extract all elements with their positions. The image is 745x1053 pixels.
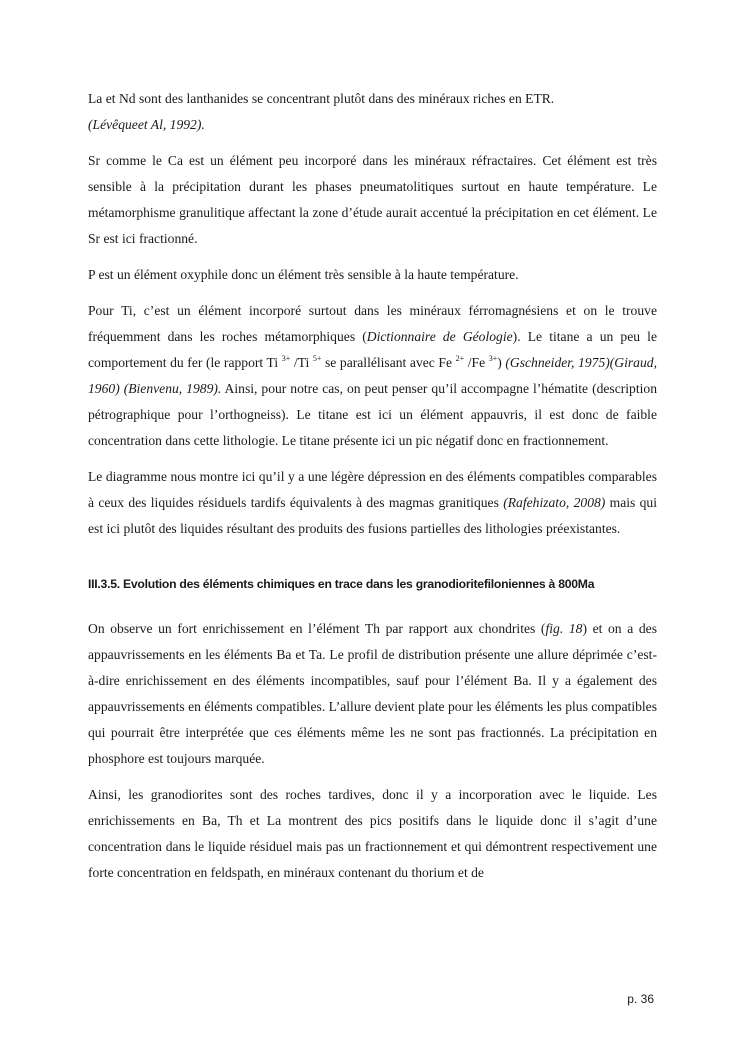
paragraph-th: On observe un fort enrichissement en l’élément Th par rapport aux chondrites (fig. 18) et on a des appauvrissements en les éléments Ba et Ta. Le profil de distribution présente une allure déprimée c’est-à-dire enrichissement en des éléments incompatibles, sauf pour l’élément Ba. Il y a également des appauvrissements en éléments compatibles. L’allure devient plate pour les éléments les plus compatibles qui pourrait être interprétée que ces éléments même les ne sont pas fractionnés. La précipitation en phosphore est toujours marquée.: [88, 621, 657, 766]
page-number: p. 36: [627, 992, 654, 1006]
citation: (Lévêqueet Al, 1992).: [88, 117, 205, 132]
citation: (Rafehizato, 2008): [503, 495, 606, 510]
paragraph-text: La et Nd sont des lanthanides se concentrant plutôt dans des minéraux riches en ETR.: [88, 91, 555, 106]
paragraph-la-nd: [88, 86, 657, 138]
page-body: [88, 86, 657, 896]
paragraph-sr: Sr comme le Ca est un élément peu incorporé dans les minéraux réfractaires. Cet élément est très sensible à la précipitation durant les phases pneumatolitiques surtout en haute température. Le métamorphisme granulitique affectant la zone d’étude aurait accentué la précipitation en cet élément. Le Sr est ici fractionné.: [88, 153, 657, 246]
reference: Dictionnaire de Géologie: [366, 329, 513, 344]
section-heading: III.3.5. Evolution des éléments chimiques en trace dans les granodioritefiloniennes à 800Ma: [88, 577, 595, 591]
paragraph-ti: Pour Ti, c’est un élément incorporé surtout dans les minéraux férromagnésiens et on le trouve fréquemment dans les roches métamorphiques (Dictionnaire de Géologie). Le titane a un peu le comportement du fer (le rapport Ti $^{3+}$ /Ti $^{5+}$ se parallélisant avec Fe $^{2+}$ /Fe $^{3+}$) (Gschneider, 1975)(Giraud, 1960) (Bienvenu, 1989). Ainsi, pour notre cas, on peut penser qu’il accompagne l’hématite (description pétrographique pour l’orthogneiss). Le titane est ici un élément appauvris, il est donc de faible concentration dans cette lithologie. Le titane présente ici un pic négatif donc en fractionnement.: [88, 303, 657, 448]
paragraph-p: P est un élément oxyphile donc un élément très sensible à la haute température.: [88, 267, 519, 282]
paragraph-granodiorites: Ainsi, les granodiorites sont des roches tardives, donc il y a incorporation avec le liquide. Les enrichissements en Ba, Th et La montrent des pics positifs dans le liquide donc il s’agit d’une concentration dans le liquide résiduel mais pas un fractionnement et qui démontrent respectivement une forte concentration en feldspath, en minéraux contenant du thorium et de: [88, 787, 657, 880]
figure-reference: fig. 18: [545, 621, 583, 636]
paragraph-diagramme: Le diagramme nous montre ici qu’il y a une légère dépression en des éléments compatibles comparables à ceux des liquides résiduels tardifs équivalents à des magmas granitiques (Rafehizato, 2008) mais qui est ici plutôt des liquides résultant des produits des fusions partielles des lithologies préexistantes.: [88, 469, 657, 536]
citation: (Gschneider, 1975)(Giraud, 1960) (Bienvenu, 1989).: [88, 355, 657, 396]
